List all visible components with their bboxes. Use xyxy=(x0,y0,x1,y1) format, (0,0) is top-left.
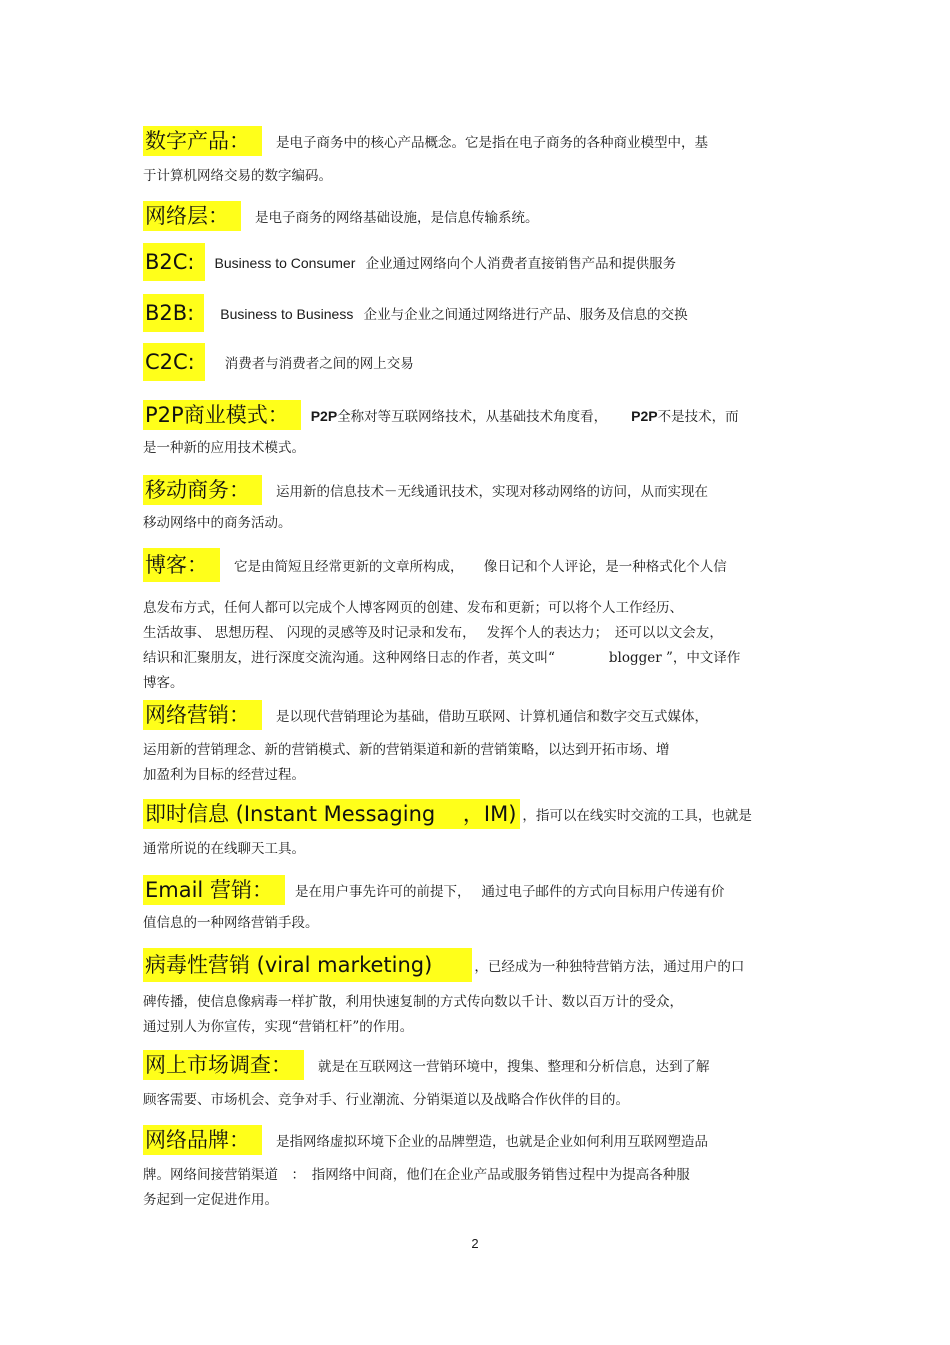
term-highlight: Email 营销： xyxy=(143,875,285,905)
page-number: 2 xyxy=(471,1236,479,1251)
definition-chinese: 企业通过网络向个人消费者直接销售产品和提供服务 xyxy=(365,256,677,272)
definition-continuation: 博客。 xyxy=(143,675,184,691)
definition-text: 就是在互联网这一营销环境中，搜集、整理和分析信息，达到了解 xyxy=(318,1059,710,1075)
definition-text xyxy=(220,303,687,323)
term-highlight: 网络品牌： xyxy=(143,1125,262,1155)
definition-continuation: 加盈利为目标的经营过程。 xyxy=(143,767,305,783)
definition-continuation: 是一种新的应用技术模式。 xyxy=(143,440,305,456)
definition-bold: P2P xyxy=(310,408,338,424)
entry-c2c xyxy=(143,343,810,381)
definition-continuation: 顾客需要、市场机会、竞争对手、行业潮流、分销渠道以及战略合作伙伴的目的。 xyxy=(143,1092,629,1108)
definition-chinese: 全称对等互联网络技术，从基础技术角度看， xyxy=(337,409,608,425)
entry-digital-product xyxy=(143,126,810,189)
entry-b2c xyxy=(143,243,810,281)
term-highlight: 网络层： xyxy=(143,201,241,231)
entry-network-brand xyxy=(143,1125,810,1213)
definition-text: 运用新的信息技术－无线通讯技术，实现对移动网络的访问，从而实现在 xyxy=(276,484,708,500)
term-highlight: B2C: xyxy=(143,243,205,281)
term-highlight: 数字产品： xyxy=(143,126,262,156)
term-highlight: 网络营销： xyxy=(143,700,262,730)
entry-network-marketing xyxy=(143,700,810,788)
definition-text: 消费者与消费者之间的网上交易 xyxy=(224,356,414,372)
definition-text: 是电子商务的网络基础设施，是信息传输系统。 xyxy=(255,210,539,226)
term-highlight: P2P商业模式： xyxy=(143,400,301,430)
definition-text: 是以现代营销理论为基础，借助互联网、计算机通信和数字交互式媒体， xyxy=(276,709,708,725)
definition-text: ，已经成为一种独特营销方法，通过用户的口 xyxy=(474,959,745,975)
definition-text xyxy=(311,405,739,425)
term-highlight: 网上市场调查： xyxy=(143,1050,304,1080)
entry-b2b xyxy=(143,294,810,332)
term-highlight: 即时信息 (Instant Messaging ，IM) xyxy=(143,799,520,829)
entry-viral-marketing xyxy=(143,948,810,1040)
entry-instant-messaging xyxy=(143,799,810,862)
definition-text: 是在用户事先许可的前提下， 通过电子邮件的方式向目标用户传递有价 xyxy=(294,884,725,900)
term-highlight: 博客： xyxy=(143,548,220,582)
entry-mobile-commerce xyxy=(143,475,810,536)
definition-text: 是指网络虚拟环境下企业的品牌塑造，也就是企业如何利用互联网塑造品 xyxy=(276,1134,708,1150)
definition-text: 它是由简短且经常更新的文章所构成， 像日记和个人评论，是一种格式化个人信 xyxy=(234,559,727,575)
definition-continuation: 息发布方式，任何人都可以完成个人博客网页的创建、发布和更新；可以将个人工作经历、 xyxy=(143,600,683,616)
definition-chinese: 不是技术，而 xyxy=(657,409,739,425)
definition-english: Business to Consumer xyxy=(214,255,356,271)
definition-continuation: 务起到一定促进作用。 xyxy=(143,1192,278,1208)
entry-network-layer xyxy=(143,201,810,231)
term-highlight: 移动商务： xyxy=(143,475,262,505)
definition-continuation: 移动网络中的商务活动。 xyxy=(143,515,292,531)
definition-continuation: 碑传播，使信息像病毒一样扩散，利用快速复制的方式传向数以千计、数以百万计的受众， xyxy=(143,994,683,1010)
entry-p2p xyxy=(143,400,810,461)
definition-continuation: 运用新的营销理念、新的营销模式、新的营销渠道和新的营销策略，以达到开拓市场、增 xyxy=(143,742,670,758)
definition-chinese: 企业与企业之间通过网络进行产品、服务及信息的交换 xyxy=(363,307,688,323)
definition-continuation: 通常所说的在线聊天工具。 xyxy=(143,841,305,857)
definition-text: 是电子商务中的核心产品概念。它是指在电子商务的各种商业模型中，基 xyxy=(276,135,708,151)
entry-blog xyxy=(143,548,810,696)
definition-continuation: 结识和汇聚朋友，进行深度交流沟通。这种网络日志的作者，英文叫“ blogger ”，中文译作 xyxy=(143,650,741,666)
definition-english: Business to Business xyxy=(220,306,354,322)
definition-continuation: 通过别人为你宣传，实现“营销杠杆”的作用。 xyxy=(143,1019,414,1035)
term-highlight: C2C: xyxy=(143,343,205,381)
term-highlight: B2B: xyxy=(143,294,204,332)
definition-continuation: 牌。网络间接营销渠道 ： 指网络中间商，他们在企业产品或服务销售过程中为提高各种服 xyxy=(143,1167,690,1183)
definition-bold: P2P xyxy=(631,408,658,424)
definition-continuation: 值信息的一种网络营销手段。 xyxy=(143,915,319,931)
definition-text: ，指可以在线实时交流的工具，也就是 xyxy=(522,808,752,824)
term-highlight: 病毒性营销 (viral marketing) xyxy=(143,948,472,982)
definition-continuation: 于计算机网络交易的数字编码。 xyxy=(143,168,332,184)
definition-text xyxy=(215,252,677,272)
entry-email-marketing xyxy=(143,875,810,936)
entry-online-market-research xyxy=(143,1050,810,1113)
definition-continuation: 生活故事、 思想历程、 闪现的灵感等及时记录和发布， 发挥个人的表达力； 还可以以文会友， xyxy=(143,625,723,641)
